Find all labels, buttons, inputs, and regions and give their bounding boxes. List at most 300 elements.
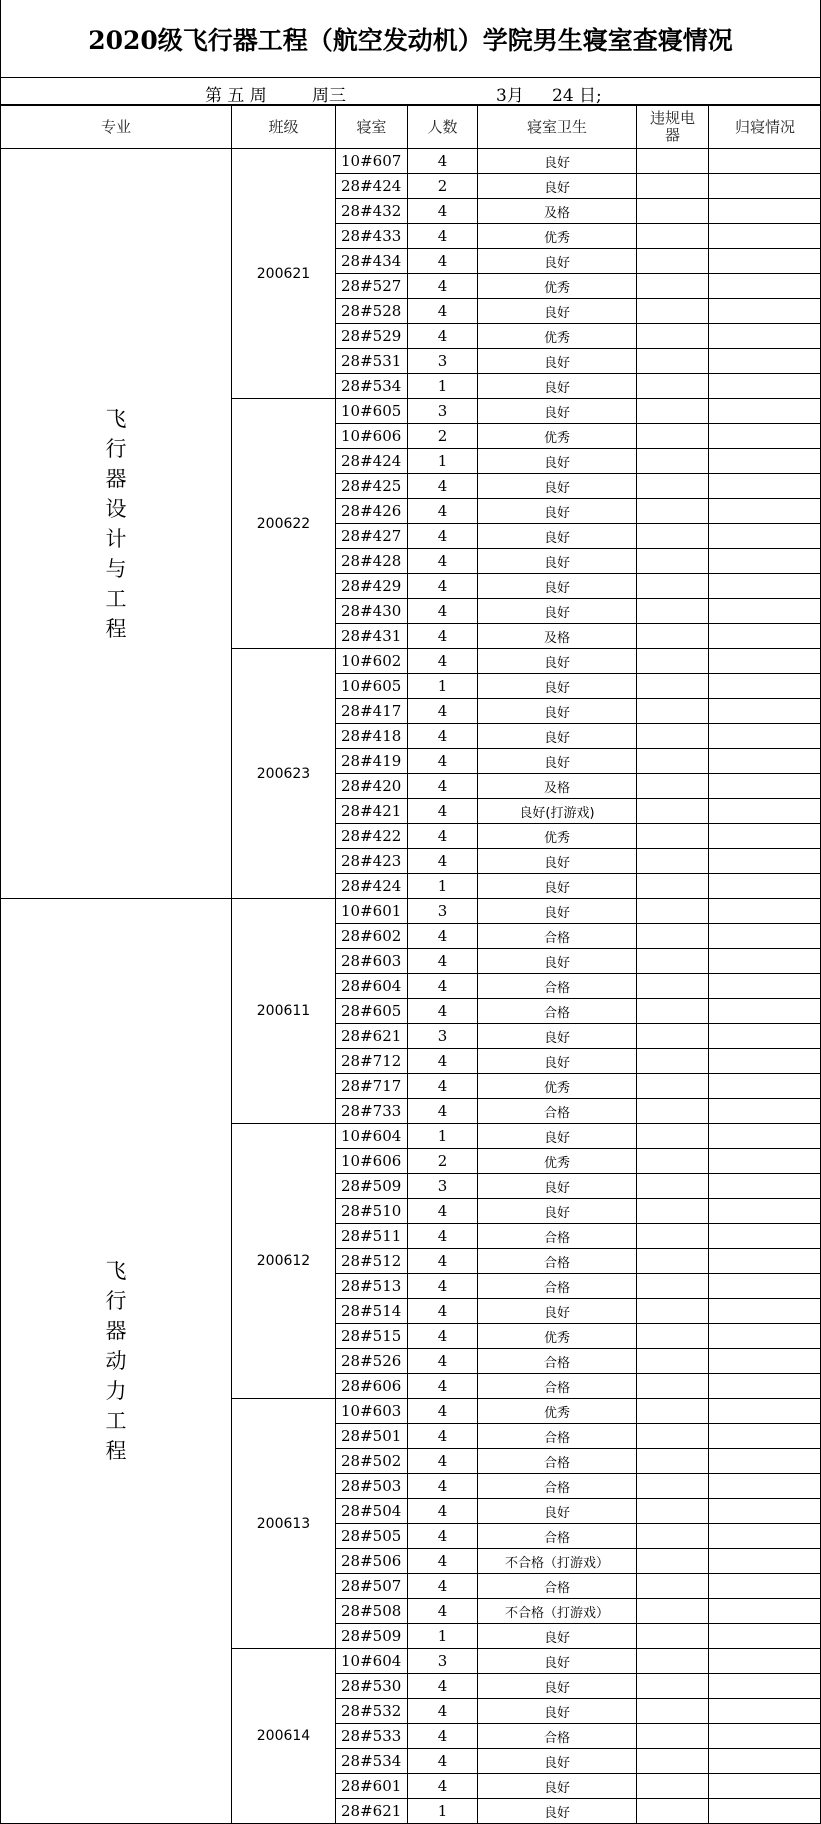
count-cell: 4 <box>408 299 478 324</box>
appliance-cell <box>637 899 709 924</box>
count-cell: 4 <box>408 849 478 874</box>
count-cell: 2 <box>408 1149 478 1174</box>
return-cell <box>709 224 821 249</box>
room-cell: 28#433 <box>336 224 408 249</box>
class-cell: 200622 <box>232 399 336 649</box>
appliance-cell <box>637 1499 709 1524</box>
hygiene-cell: 良好 <box>478 874 637 899</box>
return-cell <box>709 1449 821 1474</box>
month-label: 3月 <box>496 86 524 106</box>
hygiene-cell: 及格 <box>478 199 637 224</box>
return-cell <box>709 1274 821 1299</box>
room-cell: 28#717 <box>336 1074 408 1099</box>
appliance-cell <box>637 724 709 749</box>
count-cell: 4 <box>408 1274 478 1299</box>
count-cell: 4 <box>408 1749 478 1774</box>
return-cell <box>709 524 821 549</box>
appliance-cell <box>637 799 709 824</box>
count-cell: 1 <box>408 449 478 474</box>
room-cell: 28#426 <box>336 499 408 524</box>
appliance-cell <box>637 1374 709 1399</box>
return-cell <box>709 1074 821 1099</box>
count-cell: 4 <box>408 1524 478 1549</box>
count-cell: 4 <box>408 974 478 999</box>
room-cell: 28#419 <box>336 749 408 774</box>
room-cell: 10#602 <box>336 649 408 674</box>
room-cell: 28#526 <box>336 1349 408 1374</box>
return-cell <box>709 1349 821 1374</box>
table-row <box>1 899 821 924</box>
room-cell: 28#424 <box>336 874 408 899</box>
room-cell: 10#603 <box>336 1399 408 1424</box>
room-cell: 28#507 <box>336 1574 408 1599</box>
hygiene-cell: 优秀 <box>478 1074 637 1099</box>
return-cell <box>709 599 821 624</box>
count-cell: 1 <box>408 374 478 399</box>
count-cell: 3 <box>408 399 478 424</box>
room-cell: 10#605 <box>336 399 408 424</box>
count-cell: 4 <box>408 1074 478 1099</box>
room-cell: 28#513 <box>336 1274 408 1299</box>
count-cell: 1 <box>408 674 478 699</box>
count-cell: 4 <box>408 924 478 949</box>
return-cell <box>709 1699 821 1724</box>
appliance-cell <box>637 949 709 974</box>
return-cell <box>709 1124 821 1149</box>
hygiene-cell: 良好 <box>478 1699 637 1724</box>
count-cell: 4 <box>408 324 478 349</box>
return-cell <box>709 1224 821 1249</box>
hygiene-cell: 合格 <box>478 974 637 999</box>
return-cell <box>709 874 821 899</box>
hygiene-cell: 合格 <box>478 1249 637 1274</box>
appliance-cell <box>637 1174 709 1199</box>
room-cell: 28#502 <box>336 1449 408 1474</box>
hygiene-cell: 优秀 <box>478 324 637 349</box>
appliance-cell <box>637 1224 709 1249</box>
header-count: 人数 <box>408 106 478 149</box>
room-cell: 28#601 <box>336 1774 408 1799</box>
appliance-cell <box>637 774 709 799</box>
appliance-cell <box>637 1424 709 1449</box>
return-cell <box>709 399 821 424</box>
return-cell <box>709 249 821 274</box>
return-cell <box>709 1649 821 1674</box>
appliance-cell <box>637 1099 709 1124</box>
count-cell: 1 <box>408 874 478 899</box>
room-cell: 28#424 <box>336 174 408 199</box>
return-cell <box>709 1774 821 1799</box>
hygiene-cell: 合格 <box>478 1274 637 1299</box>
appliance-cell <box>637 1249 709 1274</box>
hygiene-cell: 优秀 <box>478 1399 637 1424</box>
appliance-cell <box>637 424 709 449</box>
count-cell: 4 <box>408 1299 478 1324</box>
return-cell <box>709 1174 821 1199</box>
date-row <box>0 78 821 105</box>
appliance-cell <box>637 1299 709 1324</box>
hygiene-cell: 良好 <box>478 1124 637 1149</box>
appliance-cell <box>637 499 709 524</box>
appliance-cell <box>637 749 709 774</box>
count-cell: 4 <box>408 1474 478 1499</box>
appliance-cell <box>637 1324 709 1349</box>
class-cell: 200621 <box>232 149 336 399</box>
appliance-cell <box>637 999 709 1024</box>
hygiene-cell: 合格 <box>478 1724 637 1749</box>
return-cell <box>709 799 821 824</box>
hygiene-cell: 合格 <box>478 1099 637 1124</box>
appliance-cell <box>637 1674 709 1699</box>
appliance-cell <box>637 474 709 499</box>
appliance-cell <box>637 524 709 549</box>
count-cell: 4 <box>408 1724 478 1749</box>
count-cell: 4 <box>408 224 478 249</box>
return-cell <box>709 549 821 574</box>
return-cell <box>709 1799 821 1824</box>
hygiene-cell: 优秀 <box>478 424 637 449</box>
major-cell <box>1 149 232 899</box>
room-cell: 28#510 <box>336 1199 408 1224</box>
hygiene-cell: 优秀 <box>478 1324 637 1349</box>
hygiene-cell: 良好 <box>478 724 637 749</box>
room-cell: 10#604 <box>336 1649 408 1674</box>
appliance-cell <box>637 299 709 324</box>
return-cell <box>709 999 821 1024</box>
appliance-cell <box>637 449 709 474</box>
hygiene-cell: 良好 <box>478 1174 637 1199</box>
appliance-cell <box>637 274 709 299</box>
return-cell <box>709 574 821 599</box>
class-cell: 200614 <box>232 1649 336 1824</box>
hygiene-cell: 良好 <box>478 374 637 399</box>
return-cell <box>709 174 821 199</box>
count-cell: 4 <box>408 474 478 499</box>
room-cell: 28#514 <box>336 1299 408 1324</box>
hygiene-cell: 良好 <box>478 1624 637 1649</box>
room-cell: 28#602 <box>336 924 408 949</box>
header-appliance: 违规电器 <box>637 106 709 149</box>
return-cell <box>709 749 821 774</box>
return-cell <box>709 849 821 874</box>
appliance-cell <box>637 1799 709 1824</box>
room-cell: 28#712 <box>336 1049 408 1074</box>
appliance-cell <box>637 249 709 274</box>
hygiene-cell: 优秀 <box>478 274 637 299</box>
count-cell: 4 <box>408 824 478 849</box>
hygiene-cell: 不合格（打游戏） <box>478 1599 637 1624</box>
count-cell: 4 <box>408 1549 478 1574</box>
count-cell: 3 <box>408 1024 478 1049</box>
appliance-cell <box>637 399 709 424</box>
header-class: 班级 <box>232 106 336 149</box>
room-cell: 28#501 <box>336 1424 408 1449</box>
count-cell: 3 <box>408 1174 478 1199</box>
hygiene-cell: 及格 <box>478 624 637 649</box>
room-cell: 28#509 <box>336 1624 408 1649</box>
count-cell: 4 <box>408 1199 478 1224</box>
room-cell: 10#606 <box>336 1149 408 1174</box>
hygiene-cell: 良好 <box>478 1649 637 1674</box>
count-cell: 2 <box>408 174 478 199</box>
hygiene-cell: 优秀 <box>478 1149 637 1174</box>
appliance-cell <box>637 1124 709 1149</box>
appliance-cell <box>637 1449 709 1474</box>
return-cell <box>709 774 821 799</box>
count-cell: 4 <box>408 1374 478 1399</box>
room-cell: 10#605 <box>336 674 408 699</box>
return-cell <box>709 1049 821 1074</box>
count-cell: 4 <box>408 599 478 624</box>
count-cell: 4 <box>408 1349 478 1374</box>
appliance-cell <box>637 199 709 224</box>
hygiene-cell: 良好 <box>478 499 637 524</box>
return-cell <box>709 499 821 524</box>
return-cell <box>709 1399 821 1424</box>
hygiene-cell: 良好 <box>478 899 637 924</box>
room-cell: 28#417 <box>336 699 408 724</box>
room-cell: 28#530 <box>336 1674 408 1699</box>
appliance-cell <box>637 1624 709 1649</box>
hygiene-cell: 优秀 <box>478 224 637 249</box>
hygiene-cell: 合格 <box>478 1524 637 1549</box>
class-cell: 200612 <box>232 1124 336 1399</box>
hygiene-cell: 良好 <box>478 1799 637 1824</box>
return-cell <box>709 1199 821 1224</box>
room-cell: 10#604 <box>336 1124 408 1149</box>
table-row <box>1 149 821 174</box>
appliance-cell <box>637 324 709 349</box>
table-body <box>1 149 821 1824</box>
room-cell: 28#424 <box>336 449 408 474</box>
count-cell: 4 <box>408 949 478 974</box>
hygiene-cell: 合格 <box>478 1574 637 1599</box>
count-cell: 4 <box>408 574 478 599</box>
return-cell <box>709 1299 821 1324</box>
room-cell: 28#621 <box>336 1024 408 1049</box>
appliance-cell <box>637 1524 709 1549</box>
count-cell: 4 <box>408 1499 478 1524</box>
room-cell: 10#606 <box>336 424 408 449</box>
room-cell: 28#427 <box>336 524 408 549</box>
appliance-cell <box>637 824 709 849</box>
hygiene-cell: 良好 <box>478 449 637 474</box>
weekday-label: 周三 <box>312 86 346 106</box>
appliance-cell <box>637 149 709 174</box>
hygiene-cell: 及格 <box>478 774 637 799</box>
count-cell: 4 <box>408 549 478 574</box>
hygiene-cell: 合格 <box>478 1224 637 1249</box>
appliance-cell <box>637 1024 709 1049</box>
room-cell: 28#434 <box>336 249 408 274</box>
count-cell: 4 <box>408 1774 478 1799</box>
count-cell: 4 <box>408 199 478 224</box>
class-cell: 200613 <box>232 1399 336 1649</box>
count-cell: 4 <box>408 649 478 674</box>
hygiene-cell: 良好 <box>478 1299 637 1324</box>
room-cell: 28#430 <box>336 599 408 624</box>
count-cell: 4 <box>408 149 478 174</box>
appliance-cell <box>637 974 709 999</box>
hygiene-cell: 良好 <box>478 1749 637 1774</box>
room-cell: 28#420 <box>336 774 408 799</box>
count-cell: 1 <box>408 1799 478 1824</box>
hygiene-cell: 良好 <box>478 249 637 274</box>
return-cell <box>709 974 821 999</box>
count-cell: 4 <box>408 1099 478 1124</box>
appliance-cell <box>637 649 709 674</box>
room-cell: 28#605 <box>336 999 408 1024</box>
appliance-cell <box>637 1649 709 1674</box>
room-cell: 28#528 <box>336 299 408 324</box>
count-cell: 3 <box>408 1649 478 1674</box>
sheet-left-border <box>0 0 1 105</box>
count-cell: 4 <box>408 1224 478 1249</box>
hygiene-cell: 合格 <box>478 924 637 949</box>
return-cell <box>709 1024 821 1049</box>
return-cell <box>709 274 821 299</box>
hygiene-cell: 良好 <box>478 749 637 774</box>
room-cell: 28#532 <box>336 1699 408 1724</box>
room-cell: 28#515 <box>336 1324 408 1349</box>
count-cell: 4 <box>408 1674 478 1699</box>
class-cell: 200623 <box>232 649 336 899</box>
room-cell: 28#603 <box>336 949 408 974</box>
room-cell: 28#425 <box>336 474 408 499</box>
major-cell <box>1 899 232 1824</box>
appliance-cell <box>637 1699 709 1724</box>
room-cell: 28#733 <box>336 1099 408 1124</box>
count-cell: 4 <box>408 274 478 299</box>
room-cell: 28#527 <box>336 274 408 299</box>
room-cell: 28#512 <box>336 1249 408 1274</box>
room-cell: 28#421 <box>336 799 408 824</box>
return-cell <box>709 1149 821 1174</box>
count-cell: 4 <box>408 499 478 524</box>
return-cell <box>709 1549 821 1574</box>
header-major: 专业 <box>1 106 232 149</box>
header-room: 寝室 <box>336 106 408 149</box>
appliance-cell <box>637 174 709 199</box>
hygiene-cell: 良好 <box>478 1674 637 1699</box>
return-cell <box>709 199 821 224</box>
room-cell: 28#429 <box>336 574 408 599</box>
count-cell: 4 <box>408 1399 478 1424</box>
hygiene-cell: 良好 <box>478 474 637 499</box>
return-cell <box>709 824 821 849</box>
return-cell <box>709 1574 821 1599</box>
return-cell <box>709 324 821 349</box>
return-cell <box>709 1749 821 1774</box>
return-cell <box>709 1724 821 1749</box>
return-cell <box>709 1424 821 1449</box>
hygiene-cell: 良好 <box>478 174 637 199</box>
return-cell <box>709 449 821 474</box>
count-cell: 4 <box>408 749 478 774</box>
return-cell <box>709 474 821 499</box>
appliance-cell <box>637 1599 709 1624</box>
return-cell <box>709 149 821 174</box>
appliance-cell <box>637 1574 709 1599</box>
appliance-cell <box>637 599 709 624</box>
hygiene-cell: 合格 <box>478 1449 637 1474</box>
hygiene-cell: 良好 <box>478 299 637 324</box>
major-name: 飞行器设计与工程 <box>105 406 127 641</box>
hygiene-cell: 良好 <box>478 649 637 674</box>
count-cell: 3 <box>408 349 478 374</box>
hygiene-cell: 良好 <box>478 1774 637 1799</box>
count-cell: 4 <box>408 1699 478 1724</box>
return-cell <box>709 1374 821 1399</box>
room-cell: 28#621 <box>336 1799 408 1824</box>
room-cell: 28#509 <box>336 1174 408 1199</box>
appliance-cell <box>637 374 709 399</box>
count-cell: 4 <box>408 1249 478 1274</box>
room-cell: 28#428 <box>336 549 408 574</box>
room-cell: 28#606 <box>336 1374 408 1399</box>
hygiene-cell: 良好 <box>478 699 637 724</box>
hygiene-cell: 良好(打游戏) <box>478 799 637 824</box>
count-cell: 4 <box>408 249 478 274</box>
count-cell: 2 <box>408 424 478 449</box>
hygiene-cell: 良好 <box>478 599 637 624</box>
return-cell <box>709 1099 821 1124</box>
count-cell: 3 <box>408 899 478 924</box>
header-hygiene: 寝室卫生 <box>478 106 637 149</box>
room-cell: 28#531 <box>336 349 408 374</box>
header-row <box>1 106 821 149</box>
appliance-cell <box>637 1749 709 1774</box>
count-cell: 4 <box>408 1574 478 1599</box>
appliance-cell <box>637 624 709 649</box>
return-cell <box>709 949 821 974</box>
hygiene-cell: 不合格（打游戏） <box>478 1549 637 1574</box>
appliance-cell <box>637 1549 709 1574</box>
appliance-cell <box>637 924 709 949</box>
room-cell: 28#503 <box>336 1474 408 1499</box>
return-cell <box>709 924 821 949</box>
return-cell <box>709 299 821 324</box>
room-cell: 28#534 <box>336 1749 408 1774</box>
room-cell: 28#604 <box>336 974 408 999</box>
room-cell: 28#432 <box>336 199 408 224</box>
appliance-cell <box>637 1074 709 1099</box>
room-cell: 28#529 <box>336 324 408 349</box>
return-cell <box>709 899 821 924</box>
return-cell <box>709 424 821 449</box>
room-cell: 10#607 <box>336 149 408 174</box>
return-cell <box>709 699 821 724</box>
room-cell: 28#423 <box>336 849 408 874</box>
return-cell <box>709 374 821 399</box>
hygiene-cell: 合格 <box>478 1424 637 1449</box>
hygiene-cell: 良好 <box>478 349 637 374</box>
return-cell <box>709 1249 821 1274</box>
hygiene-cell: 合格 <box>478 999 637 1024</box>
return-cell <box>709 1599 821 1624</box>
return-cell <box>709 1324 821 1349</box>
appliance-cell <box>637 1149 709 1174</box>
count-cell: 1 <box>408 1624 478 1649</box>
room-cell: 28#431 <box>336 624 408 649</box>
hygiene-cell: 良好 <box>478 1024 637 1049</box>
room-cell: 10#601 <box>336 899 408 924</box>
return-cell <box>709 1474 821 1499</box>
appliance-cell <box>637 874 709 899</box>
hygiene-cell: 良好 <box>478 674 637 699</box>
room-cell: 28#418 <box>336 724 408 749</box>
count-cell: 4 <box>408 724 478 749</box>
